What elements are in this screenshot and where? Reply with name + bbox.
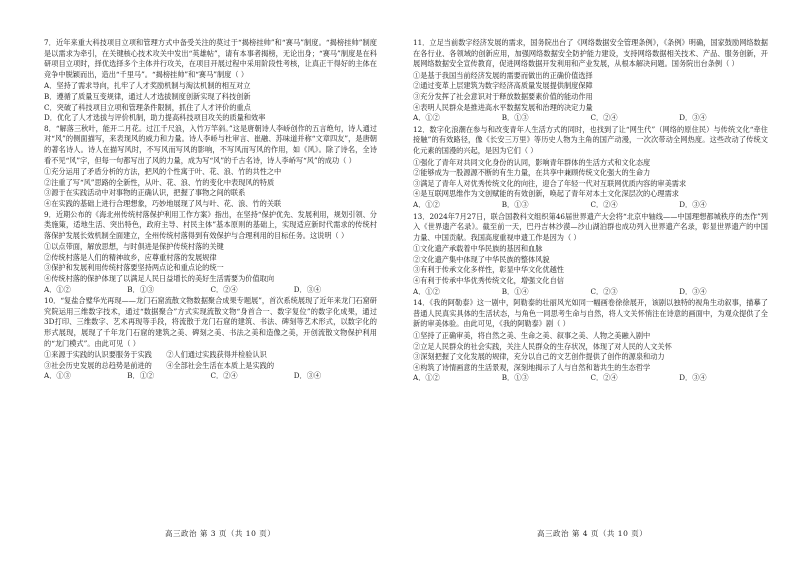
page-footer: 高三政治 第 3 页（共 10 页） bbox=[165, 529, 276, 538]
option: A．坚持了需求导向，扎牢了人才奖励机制与淘汰机制的相互对立 bbox=[44, 81, 251, 91]
answer-choice: D．③④ bbox=[679, 199, 707, 209]
option: ④有利于传承中华优秀传统文化，增强文化自信 bbox=[413, 276, 564, 286]
option: ③源于在实践活动中对事物的正确认识，把握了事物之间的联系 bbox=[44, 188, 246, 198]
right-page bbox=[397, 0, 794, 561]
answer-choices bbox=[413, 113, 768, 124]
option: ④在实践的基础上进行合理想象，巧妙地展现了风与叶、花、浪、竹的关联 bbox=[44, 198, 282, 208]
option: ②通过变革上层建筑为数字经济高质量发展提供制度保障 bbox=[413, 81, 593, 91]
answer-choice: C．②④ bbox=[590, 113, 618, 123]
option: B．遵循了质量互变规律，通过人才选拔制度创新实现了科技创新 bbox=[44, 91, 251, 101]
question-stem: 13．2024年7月27日，联合国教科文组织第46届世界遗产大会将“北京中轴线——中国理想都城秩序的杰作”列入《世界遗产名录》。截至前一天，巴丹吉林沙漠—沙山湖泊群也成功列入世界遗产名录，彰显世界遗产的中国力量、中国贡献。我国高度重视申遗工作是因为（ ） bbox=[413, 211, 768, 242]
question-12 bbox=[413, 125, 768, 211]
answer-choice: D．③④ bbox=[679, 373, 707, 383]
option: ③有利于传承文化多样性，彰显中华文化优越性 bbox=[413, 265, 564, 275]
answer-choices bbox=[413, 373, 768, 384]
question-stem: 9．近期公布的《海北州传统村落保护利用工作方案》指出，在坚持“保护优先、发展利用，规划引领、分类施策，适地生活、突出特色，政府主导、村民主体”基本原则的基础上，实现适应新时代需求的传统村落保护发展长效机制全面建立，全州传统村落得到有效保护与合理利用的目标任务。这说明（ ） bbox=[44, 209, 377, 240]
answer-choice: B．①② bbox=[127, 371, 155, 381]
option: ④是互联网思维作为文创赋能的有效创新，唤起了青年对本土文化深层次的心理需求 bbox=[413, 189, 679, 199]
option: ③充分发挥了社会意识对于释放数据要素价值的能动作用 bbox=[413, 91, 593, 101]
answer-choice: A．①② bbox=[44, 284, 71, 294]
answer-choice: A．①② bbox=[413, 199, 440, 209]
option: ④传统村落的保护体现了以满足人民日益增长的美好生活需要为价值取向 bbox=[44, 274, 275, 284]
option: ③保护和发展利用传统村落要坚持两点论和重点论的统一 bbox=[44, 263, 224, 273]
option: ③深刻把握了文化发展的规律，充分以自己的文艺创作提供了创作的源泉和动力 bbox=[413, 352, 665, 362]
option: ①来源于实践的认识要服务于实践 ②人们通过实践获得并检验认识 bbox=[44, 350, 267, 360]
answer-choices bbox=[44, 371, 377, 382]
option: ①强化了青年对共同文化身份的认同，影响青年群体的生活方式和文化态度 bbox=[413, 157, 651, 167]
option: ①是基于我国当前经济发展的需要而做出的正确价值选择 bbox=[413, 70, 593, 80]
answer-choice: B．①③ bbox=[501, 113, 529, 123]
option: ③满足了青年人对优秀传统文化的向往，迎合了年轻一代对互联网优质内容的审美需求 bbox=[413, 178, 687, 188]
question-9 bbox=[44, 210, 377, 296]
answer-choice: A．①③ bbox=[44, 371, 71, 381]
answer-choice: A．①② bbox=[413, 373, 440, 383]
question-11 bbox=[413, 38, 768, 124]
question-stem: 11．立足当前数字经济发展的需求，国务院出台了《网络数据安全管理条例》，《条例》明确，国家鼓励网络数据在各行业、各领域的创新应用，加强网络数据安全防护能力建设，支持网络数据相关技术、产品、服务创新，开展网络数据安全宣传教育，促进网络数据开发利用和产业发展，从根本解决问题。国务院出台条例（ ） bbox=[413, 38, 768, 69]
option: ②能够成为一股源源不断的有生力量，在共享中兼顾传统文化强大的生命力 bbox=[413, 168, 651, 178]
option: ②立足人民群众的社会实践，关注人民群众的生存状况，体现了对人民的人文关怀 bbox=[413, 341, 672, 351]
question-14 bbox=[413, 298, 768, 384]
option: ②传统村落是人们的精神故乡，应尊重村落的发展规律 bbox=[44, 252, 217, 262]
answer-choice: B．①③ bbox=[127, 284, 155, 294]
option: ④构筑了诗情画意的生活景观，深刻地揭示了人与自然和谐共生的生态哲学 bbox=[413, 362, 651, 372]
page-footer: 高三政治 第 4 页（共 10 页） bbox=[537, 529, 648, 538]
question-stem: 8．“解落三秋叶，能开二月花。过江千尺浪，入竹万竿斜。”这是唐朝诗人李峤创作的五言绝句，诗人通过对“风”的侧面描写，来表现风的威力和力量。诗人李峤与杜审言、崔融、苏味道并称“文章四友”，是唐朝的著名诗人。诗人在描写风时，不写风而写风的影响，不写风而写风的作用，如《风》。除了诗名，全诗看不见“风”字，但每一句都写出了风的力量，成为写“风”的千古名诗，诗人李峤写“风”的成功（ ） bbox=[44, 123, 377, 165]
question-7 bbox=[44, 38, 377, 124]
option: ①坚持了正确审美，将自然之美、生命之美、叙事之美、人物之美融入剧中 bbox=[413, 331, 651, 341]
option: ②文化遗产集中体现了中华民族的整体风貌 bbox=[413, 254, 550, 264]
option: ④表明人民群众是推进高水平数据发展和治理的决定力量 bbox=[413, 102, 593, 112]
answer-choice: D．③④ bbox=[679, 113, 707, 123]
answer-choices bbox=[413, 287, 768, 298]
question-stem: 12．数字化浪潮在参与和改变青年人生活方式的同时，也找到了让“网生代”（网络的原住民）与传统文化“牵住接触”的有效路径，像《长安三万里》等历史人物为主角的国产动漫，一次次带动全网热度。这些改动了传统文化元素的国漫的兴起，是因为它们（ ） bbox=[413, 124, 768, 155]
answer-choice: D．③④ bbox=[293, 371, 322, 381]
option: ①文化遗产承载着中华民族的基因和血脉 bbox=[413, 244, 543, 254]
option: D．优化了人才选拔与评价机制，助力提高科技项目攻关的质量和效率 bbox=[44, 113, 266, 123]
question-stem: 10．“复盐合璧华光再现——龙门石窟流散文物数据聚合成果专题展”，首次系统展现了近年来龙门石窟研究院运用三维数字技术，通过“数据聚合”方式实现流散文物“身首合一、数字复位”的数字化成果，通过3D打印、三维数字、艺术再现等手段，将流散于龙门石窟的建筑、书法、碑刻等艺术形式，以数字化的形式展现，展现了千年龙门石窟的建筑之美、碑刻之美、书法之美和造像之美，开创流散文物保护利用的“龙门模式”。由此可见（ ） bbox=[44, 296, 377, 348]
answer-choice: C．②④ bbox=[590, 199, 618, 209]
answer-choices bbox=[44, 285, 377, 296]
answer-choice: D．③④ bbox=[679, 286, 707, 296]
option: C．突破了科技项目立项和管理条件限制，抓住了人才评价的重点 bbox=[44, 102, 251, 112]
answer-choices bbox=[413, 200, 768, 211]
answer-choice: C．②③ bbox=[590, 286, 618, 296]
option: ②注重了写“风”思路的全新性，从叶、花、浪、竹的变化中表现风的特质 bbox=[44, 177, 275, 187]
answer-choice: C．②④ bbox=[590, 373, 618, 383]
answer-choice: C．②④ bbox=[210, 371, 238, 381]
question-stem: 14．《我的阿勒泰》这一剧中，阿勒泰的壮丽风光如同一幅画卷徐徐展开，该剧以独特的视角生动叙事，描摹了普通人民真实具体的生活状态，与角色一同思考生命与自然，将人文关怀悄注在诗意的画面中，为观众提供了全新的审美体验。由此可见，《我的阿勒泰》剧（ ） bbox=[413, 298, 768, 329]
answer-choice: A．①② bbox=[413, 113, 440, 123]
question-10 bbox=[44, 296, 377, 382]
option: ①充分运用了矛盾分析的方法，把风的个性寓于叶、花、浪、竹的共性之中 bbox=[44, 167, 282, 177]
answer-choice: C．②④ bbox=[210, 284, 238, 294]
option: ①以点带面，解放思想，与时俱进是保护传统村落的关键 bbox=[44, 242, 224, 252]
answer-choice: B．①④ bbox=[501, 286, 529, 296]
question-13 bbox=[413, 212, 768, 298]
answer-choice: B．①③ bbox=[501, 199, 529, 209]
answer-choice: B．①③ bbox=[501, 373, 529, 383]
option: ③社会历史发展的总趋势是前进的 ④全部社会生活在本质上是实践的 bbox=[44, 360, 275, 370]
question-stem: 7．近年来重大科技项目立项和管理方式中备受关注的莫过于“揭榜挂帅”和“赛马”制度。“揭榜挂帅”制度是以需求为牵引，在关键核心技术攻关中发出“英雄帖”，请有本事者揭榜，无论出身；“赛马”制度是在科研项目立项时，择优选择多个主体并行攻关，在项目开展过程中采用阶段性考核，让真正干得好的主体在竞争中脱颖而出，造出“千里马”。“揭榜挂帅”和“赛马”制度（ ） bbox=[44, 38, 377, 79]
question-8 bbox=[44, 124, 377, 210]
answer-choice: D．③④ bbox=[293, 284, 322, 294]
answer-choice: A．①② bbox=[413, 286, 440, 296]
